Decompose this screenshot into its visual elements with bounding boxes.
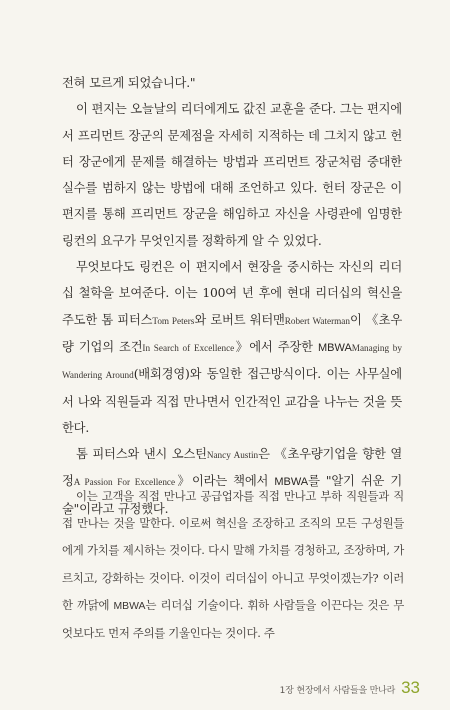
nancy-austin-english: Nancy Austin: [206, 450, 259, 461]
paragraph-letter-lesson: [62, 96, 402, 254]
passion-text-a: 톰 피터스와 낸시 오스틴: [76, 447, 207, 462]
quote-box-mbwa: MBWA: [113, 600, 146, 612]
passion-text-b: 은 《초우량기업을 향한 열정: [62, 447, 402, 489]
passion-book-english: A Passion For Excellence: [73, 477, 176, 488]
main-text: [62, 70, 402, 522]
paragraph-lincoln-philosophy: [62, 254, 402, 441]
page-number: 33: [401, 678, 420, 697]
mbwa-term-2: MBWA: [274, 476, 309, 489]
philosophy-text-a: 무엇보다도 링컨은 이 편지에서 현장을 중시하는 자신의 리더십 철학을 보여준다. 이는 100여 년 후에 현대 리더십의 혁신을 주도한 톰 피터스: [62, 260, 402, 327]
tom-peters-english: Tom Peters: [152, 315, 195, 326]
philosophy-text-d: 》에서 주장한: [234, 339, 318, 354]
mbwa-english: Managing by Wandering Around: [62, 342, 402, 381]
passion-text-c: 》이라는 책에서: [175, 474, 275, 489]
chapter-title: 1장 현장에서 사람들을 만나라: [279, 686, 396, 696]
paragraph-quote-end: [62, 70, 402, 96]
quote-box-text-a: 이는 고객을 직접 만나고 공급업자를 직접 만나고 부하 직원들과 직접 만나는 것을 말한다. 이로써 혁신을 조장하고 조직의 모든 구성원들에게 가치를 제시하는 것이다. 다시 말해 가치를 경청하고, 조장하며, 가르치고, 강화하는 것이다. 이것이 리더십이 아니고 무엇이겠는가? 이러한 까닭에: [62, 489, 404, 612]
quote-end-text: 전혀 모르게 되었습니다.": [62, 76, 196, 90]
passion-text-d: 를 "알기 쉬운 기술"이라고 규정했다.: [62, 474, 403, 516]
philosophy-text-e: (배회경영)와 동일한 접근방식이다. 이는 사무실에서 나와 직원들과 직접 만나면서 인간적인 교감을 나누는 것을 뜻한다.: [62, 367, 402, 435]
quote-box-paragraph: [62, 483, 404, 647]
page-footer: [280, 678, 420, 698]
quote-box-text-b: 는 리더십 기술이다. 휘하 사람들을 이끈다는 것은 무엇보다도 먼저 주의를 기울인다는 것이다. 주: [62, 597, 404, 641]
robert-waterman-english: Robert Waterman: [284, 315, 350, 326]
letter-lesson-text: 이 편지는 오늘날의 리더에게도 값진 교훈을 준다. 그는 편지에서 프리먼트 장군의 문제점을 자세히 지적하는 데 그치지 않고 헌터 장군에게 문제를 해결하는 방법과 프리먼트 장군처럼 중대한 실수를 범하지 않는 방법에 대해 조언하고 있다. 헌터 장군은 이 편지를 통해 프리먼트 장군을 해임하고 자신을 사령관에 임명한 링컨의 요구가 무엇인지를 정확하게 알 수 있었다.: [62, 102, 402, 248]
philosophy-text-b: 와 로버트 워터맨: [194, 312, 285, 327]
philosophy-text-c: 이 《초우량 기업의 조건: [62, 312, 402, 354]
quote-box-text: [62, 483, 404, 647]
mbwa-term: MBWA: [317, 341, 352, 354]
book-title-english: In Search of Excellence: [142, 342, 235, 353]
